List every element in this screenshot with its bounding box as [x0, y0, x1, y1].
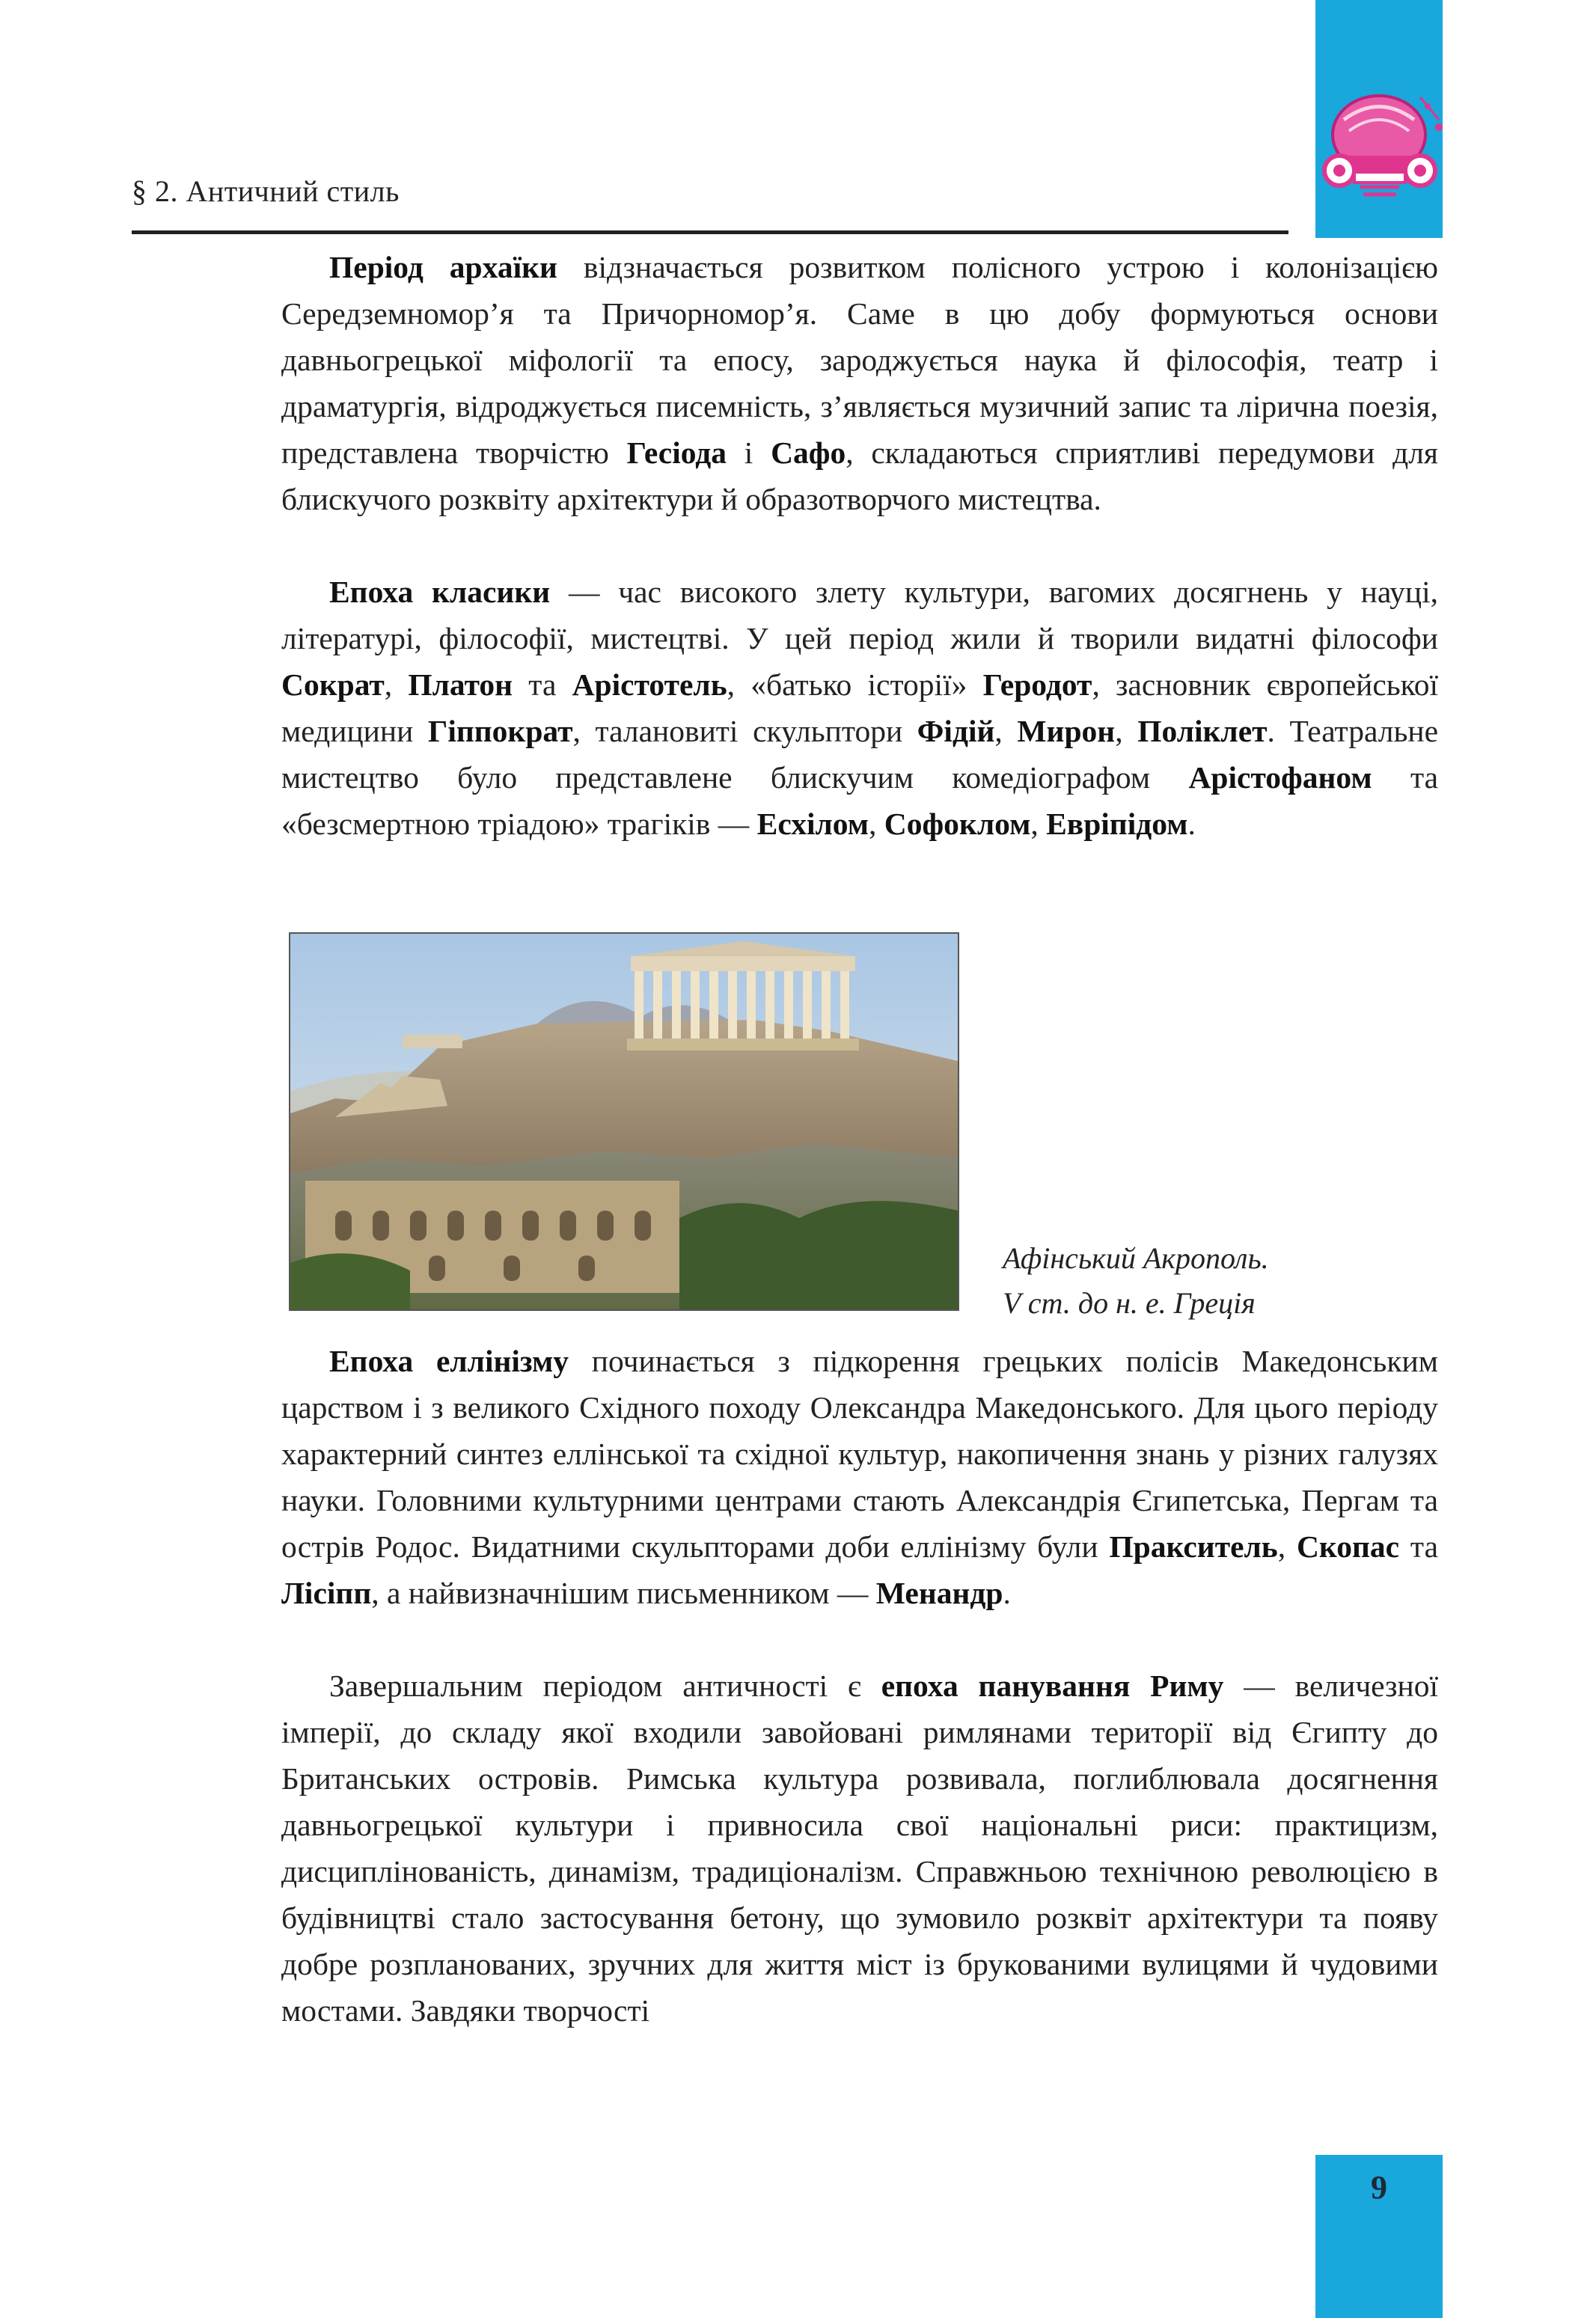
bold-term: Менандр — [875, 1576, 1003, 1610]
bold-term: Сократ — [281, 667, 385, 702]
text-run: та «безсмертною тріадою» трагіків — — [281, 760, 1438, 841]
text-run: , а найвизначнішим письменником — — [371, 1576, 876, 1610]
paragraph-roman — [281, 1663, 1438, 2034]
bold-term: Сафо — [771, 435, 846, 470]
text-run: починається з підкорення грецьких полісів Македонським царством і з великого Східного походу Олександра Македонського. Для цього періоду характерний синтез еллінської та східної культур, накопичення знань у різних галузях науки. Головними культурними центрами стають Александрія Єгипетська, Пергам та острів Родос. Видатними скульпторами доби еллінізму були — [281, 1344, 1438, 1564]
text-run: , — [1030, 807, 1047, 841]
bold-term: Евріпідом — [1046, 807, 1188, 841]
paragraph-hellenistic — [281, 1338, 1438, 1616]
caption-line-2: V ст. до н. е. Греція — [1003, 1286, 1256, 1320]
bold-term: Епоха еллінізму — [329, 1344, 569, 1378]
photo-caption — [1003, 1236, 1317, 1326]
bold-term: Епоха класики — [329, 575, 551, 609]
text-run: . Театральне мистецтво було представлене блискучим комедіографом — [281, 714, 1438, 795]
bold-term: Софоклом — [884, 807, 1031, 841]
paragraph-archaic — [281, 244, 1438, 522]
text-run: відзначається розвитком полісного устрою і колонізацією Середземномор’я та Причорномор’я. Саме в цю добу формуються основи давньогрецької міфології та епосу, зароджується наука й філософія, театр і драматургія, відроджується писемність, з’являється музичний запис та лірична поезія, представлена творчістю — [281, 250, 1438, 470]
bold-term: Період архаїки — [329, 250, 557, 284]
bold-term: Платон — [408, 667, 513, 702]
text-run: , талановиті скульптори — [572, 714, 917, 748]
bold-term: Гіппократ — [427, 714, 573, 748]
bold-term: Поліклет — [1137, 714, 1268, 748]
bold-term: Фідій — [917, 714, 995, 748]
text-run: . — [1187, 807, 1196, 841]
section-header-title: § 2. Античний стиль — [132, 174, 400, 208]
text-run: — величезної імперії, до складу якої входили завойовані римлянами території від Єгипту до Британських островів. Римська культура розвивала, поглиблювала досягнення давньогрецької культури і привносила свої національні риси: практицизм, дисциплінованість, динамізм, традиціоналізм. Справжньою технічною революцією в будівництві стало застосування бетону, що зумовило розквіт архітектури та появу добре розпланованих, зручних для життя міст із брукованими вулицями й чудовими мостами. Завдяки творчості — [281, 1669, 1438, 2028]
acropolis-photo — [289, 932, 959, 1311]
bold-term: Скопас — [1296, 1529, 1400, 1564]
caption-line-1: Афінський Акрополь. — [1003, 1241, 1269, 1275]
bold-term: Геродот — [982, 667, 1092, 702]
ionic-capital-icon — [1308, 75, 1458, 224]
bold-term: Мирон — [1017, 714, 1116, 748]
text-run: , — [1277, 1529, 1297, 1564]
text-run: , — [994, 714, 1018, 748]
text-run: , — [384, 667, 409, 702]
paragraph-classical — [281, 569, 1438, 847]
text-run: . — [1003, 1576, 1011, 1610]
bold-term: Арістофаном — [1188, 760, 1372, 795]
bold-term: Пракситель — [1109, 1529, 1278, 1564]
bold-term: Лісіпп — [281, 1576, 372, 1610]
text-run: , — [869, 807, 884, 841]
bold-term: Арістотель — [572, 667, 727, 702]
text-run: Завершальним періодом античності є — [329, 1669, 881, 1703]
page-number: 9 — [1371, 2169, 1387, 2206]
text-run: , складаються сприятливі передумови для блискучого розквіту архітектури й образотворчого мистецтва. — [281, 435, 1439, 516]
header-divider — [132, 230, 1288, 234]
text-run: і — [727, 435, 771, 470]
text-run: — час високого злету культури, вагомих досягнень у науці, літературі, філософії, мистецтві. У цей період жили й творили видатні філософи — [281, 575, 1439, 655]
text-run: та — [513, 667, 572, 702]
text-run: та — [1399, 1529, 1438, 1564]
text-run: , — [1115, 714, 1138, 748]
text-run: , «батько історії» — [727, 667, 983, 702]
bold-term: епоха панування Риму — [881, 1669, 1224, 1703]
bold-term: Гесіода — [626, 435, 727, 470]
text-run: , засновник європейської медицини — [281, 667, 1439, 748]
bold-term: Есхілом — [756, 807, 869, 841]
